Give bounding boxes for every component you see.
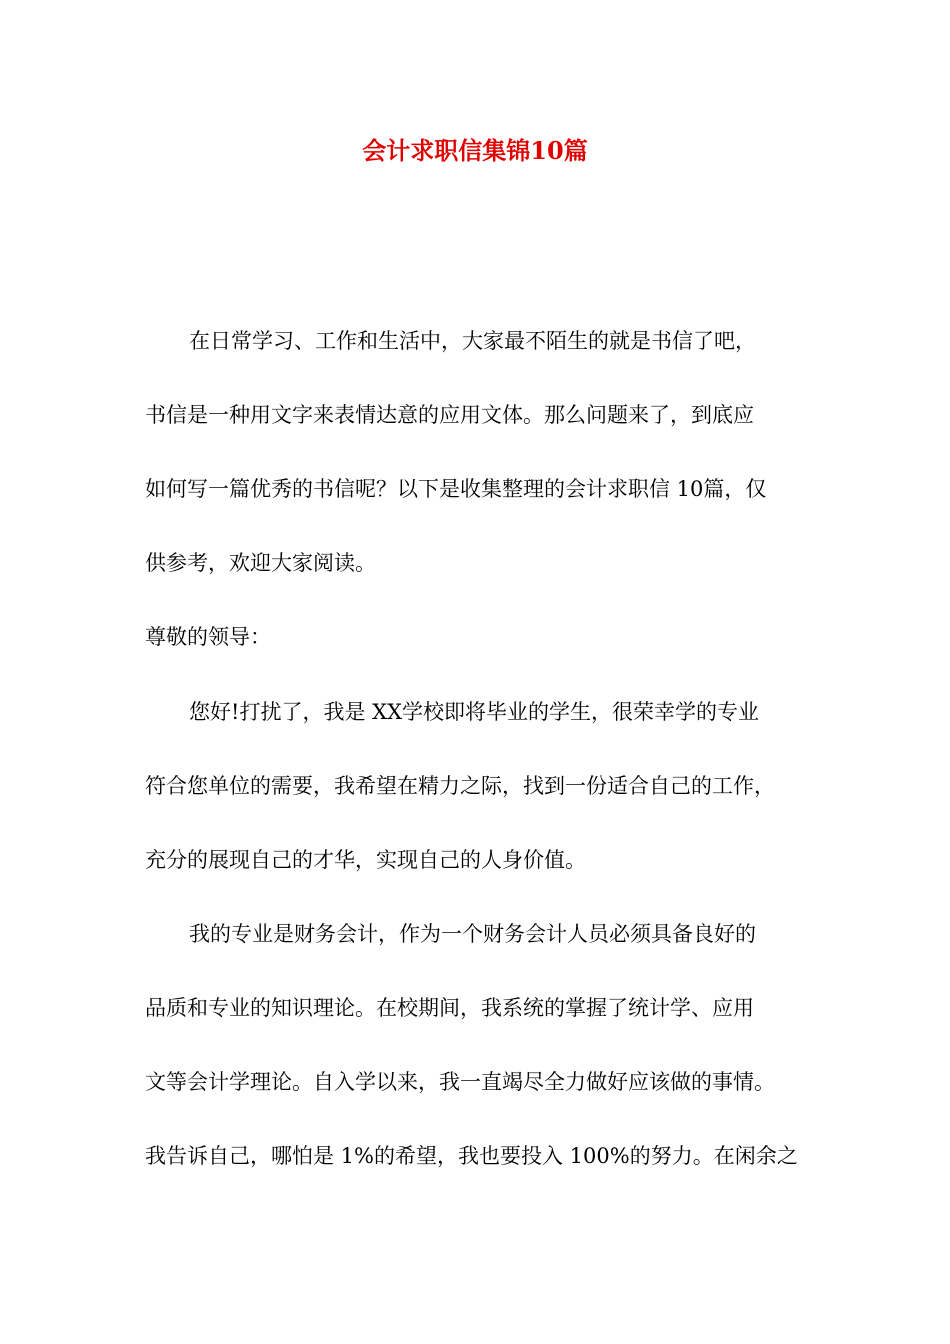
text-line-9: 我的专业是财务会计，作为一个财务会计人员必须具备良好的 [189, 922, 756, 946]
text-line-10: 品质和专业的知识理论。在校期间，我系统的掌握了统计学、应用 [145, 996, 754, 1020]
text-line-4: 供参考，欢迎大家阅读。 [145, 551, 376, 575]
text-line-6: 您好!打扰了，我是 XX学校即将毕业的学生，很荣幸学的专业 [189, 700, 760, 724]
text-line-8: 充分的展现自己的才华，实现自己的人身价值。 [145, 848, 586, 872]
salutation: 尊敬的领导： [145, 625, 271, 649]
document-title: 会计求职信集锦10篇 [362, 136, 588, 165]
text-line-3: 如何写一篇优秀的书信呢？以下是收集整理的会计求职信 10篇，仅 [145, 477, 767, 501]
text-line-11: 文等会计学理论。自入学以来，我一直竭尽全力做好应该做的事情。 [145, 1070, 775, 1094]
text-line-2: 书信是一种用文字来表情达意的应用文体。那么问题来了，到底应 [145, 403, 754, 427]
text-line-1: 在日常学习、工作和生活中，大家最不陌生的就是书信了吧， [189, 329, 756, 353]
text-line-12: 我告诉自己，哪怕是 1%的希望，我也要投入 100%的努力。在闲余之 [145, 1144, 798, 1168]
text-line-7: 符合您单位的需要，我希望在精力之际，找到一份适合自己的工作， [145, 774, 775, 798]
